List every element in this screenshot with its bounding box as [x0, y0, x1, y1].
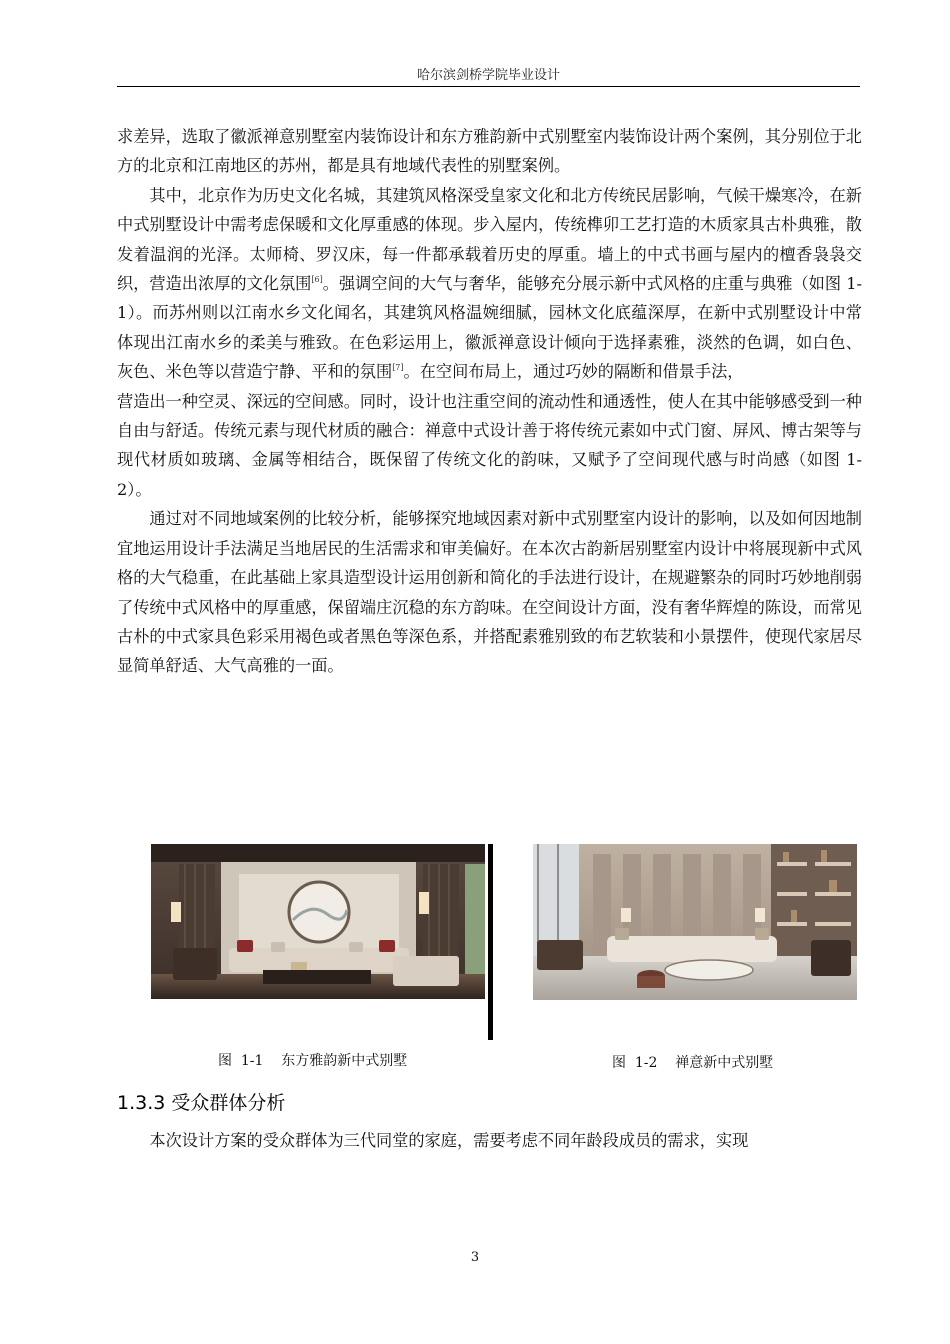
paragraph-5: 本次设计方案的受众群体为三代同堂的家庭，需要考虑不同年龄段成员的需求，实现	[149, 1131, 749, 1150]
figure-1-2-image	[533, 844, 857, 1000]
figure-1-1-image	[151, 844, 493, 1040]
citation-6[interactable]: [6]	[311, 275, 323, 285]
paragraph-2-part-a: 其中，北京作为历史文化名城，其建筑风格深受皇家文化和北方传统民居影响，气候干燥寒冷，在新中式别墅设计中需考虑保暖和文化厚重感的体现。步入屋内，传统榫卯工艺打造的木质家具古朴典雅，散发着温润的光泽。太师椅、罗汉床，每一件都承载着历史的厚重。墙上的中式书画与屋内的檀香袅袅交织，营造出浓厚的文化氛围	[117, 185, 862, 294]
figure-1-1-caption: 图 1-1 东方雅韵新中式别墅	[218, 1053, 408, 1069]
paragraph-4: 通过对不同地域案例的比较分析，能够探究地域因素对新中式别墅室内设计的影响，以及如何因地制宜地运用设计手法满足当地居民的生活需求和审美偏好。在本次古韵新居别墅室内设计中将展现新中式风格的大气稳重，在此基础上家具造型设计运用创新和简化的手法进行设计，在规避繁杂的同时巧妙地削弱了传统中式风格中的厚重感，保留端庄沉稳的东方韵味。在空间设计方面，没有奢华辉煌的陈设，而常见古朴的中式家具色彩采用褐色或者黑色等深色系，并搭配素雅别致的布艺软装和小景摆件，使现代家居尽显简单舒适、大气高雅的一面。	[117, 509, 862, 676]
page-header: 哈尔滨剑桥学院毕业设计	[416, 68, 560, 83]
paragraph-2-part-c: 。在空间布局上，通过巧妙的隔断和借景手法，	[403, 362, 744, 382]
section-heading: 1.3.3 受众群体分析	[117, 1092, 286, 1114]
paragraph-3: 营造出一种空灵、深远的空间感。同时，设计也注重空间的流动性和通透性，使人在其中能够感受到一种自由与舒适。传统元素与现代材质的融合：禅意中式设计善于将传统元素如中式门窗、屏风、博古架等与现代材质如玻璃、金属等相结合，既保留了传统文化的韵味，又赋予了空间现代感与时尚感（如图 1-2）。	[117, 391, 862, 499]
page-number: 3	[470, 1250, 480, 1265]
paragraph-2	[117, 181, 862, 387]
paragraph-1: 求差异，选取了徽派禅意别墅室内装饰设计和东方雅韵新中式别墅室内装饰设计两个案例，其分别位于北方的北京和江南地区的苏州，都是具有地域代表性的别墅案例。	[117, 127, 862, 176]
header-rule	[117, 86, 860, 87]
figure-1-2-caption: 图 1-2 禅意新中式别墅	[612, 1055, 774, 1071]
body-text	[117, 122, 862, 681]
citation-7[interactable]: [7]	[392, 363, 404, 373]
paragraph-2-part-b: 。强调空间的大气与奢华，能够充分展示新中式风格的庄重与典雅（如图 1-1）。而苏州则以江南水乡文化闻名，其建筑风格温婉细腻，园林文化底蕴深厚，在新中式别墅设计中常体现出江南水乡的柔美与雅致。在色彩运用上，徽派禅意设计倾向于选择素雅，淡然的色调，如白色、 灰色、米色等以营造宁静、平和的氛围	[117, 274, 863, 382]
